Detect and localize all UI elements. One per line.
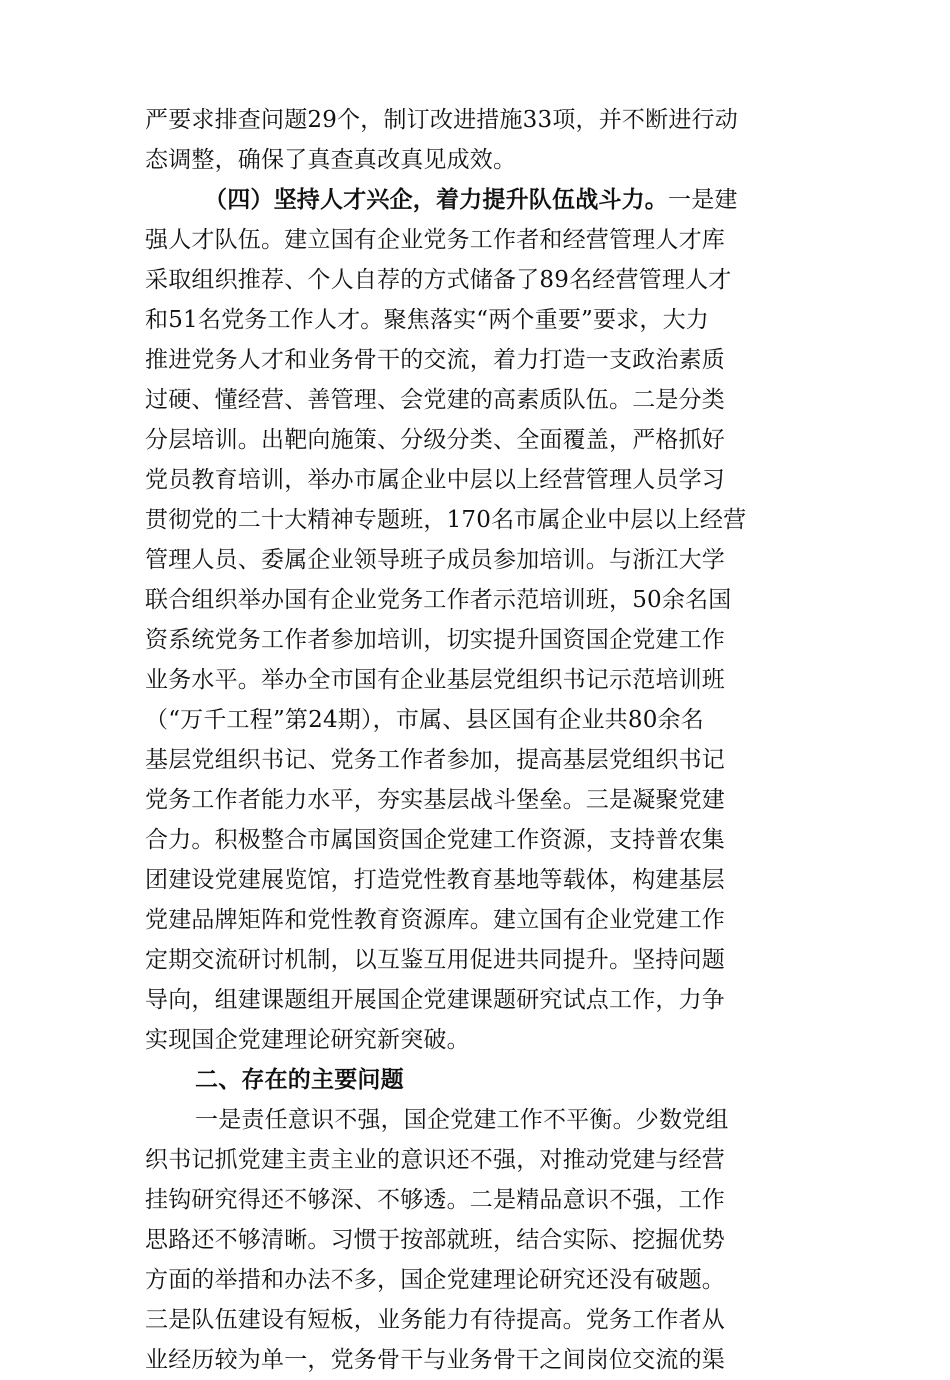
body-line: 严要求排查问题29个，制订改进措施33项，并不断进行动: [145, 107, 738, 133]
body-line: 采取组织推荐、个人自荐的方式储备了89名经营管理人才: [145, 267, 732, 293]
body-line: 业经历较为单一，党务骨干与业务骨干之间岗位交流的渠: [145, 1347, 725, 1373]
body-line: 实现国企党建理论研究新突破。: [145, 1027, 470, 1053]
body-line: 业务水平。举办全市国有企业基层党组织书记示范培训班: [145, 667, 725, 693]
body-line: 强人才队伍。建立国有企业党务工作者和经营管理人才库: [145, 227, 725, 253]
body-line: 党务工作者能力水平，夯实基层战斗堡垒。三是凝聚党建: [145, 787, 725, 813]
body-line: 党建品牌矩阵和党性教育资源库。建立国有企业党建工作: [145, 907, 725, 933]
body-line: 分层培训。出靶向施策、分级分类、全面覆盖，严格抓好: [145, 427, 725, 453]
body-line: （“万千工程”第24期），市属、县区国有企业共80余名: [145, 707, 704, 733]
body-line: 思路还不够清晰。习惯于按部就班，结合实际、挖掘优势: [145, 1227, 725, 1253]
body-line: 挂钩研究得还不够深、不够透。二是精品意识不强，工作: [145, 1187, 725, 1213]
body-line: 导向，组建课题组开展国企党建课题研究试点工作，力争: [145, 987, 725, 1013]
body-line: 合力。积极整合市属国资国企党建工作资源，支持普农集: [145, 827, 725, 853]
section-four-line: （四）坚持人才兴企，着力提升队伍战斗力。一是建: [204, 186, 738, 213]
section-four-title: （四）坚持人才兴企，着力提升队伍战斗力。: [204, 186, 668, 213]
body-line: 方面的举措和办法不多，国企党建理论研究还没有破题。: [145, 1267, 725, 1293]
body-line: 党员教育培训，举办市属企业中层以上经营管理人员学习: [145, 467, 725, 493]
body-line: 三是队伍建设有短板，业务能力有待提高。党务工作者从: [145, 1307, 725, 1333]
body-line: 贯彻党的二十大精神专题班，170名市属企业中层以上经营: [145, 507, 747, 533]
body-line: 基层党组织书记、党务工作者参加，提高基层党组织书记: [145, 747, 725, 773]
body-line: 资系统党务工作者参加培训，切实提升国资国企党建工作: [145, 627, 725, 653]
body-line: 态调整，确保了真查真改真见成效。: [145, 147, 517, 173]
body-line: 联合组织举办国有企业党务工作者示范培训班，50余名国: [145, 587, 732, 613]
body-line: 和51名党务工作人才。聚焦落实“两个重要”要求，大力: [145, 307, 709, 333]
section-heading: 二、存在的主要问题: [195, 1067, 404, 1093]
body-line: 织书记抓党建主责主业的意识还不强，对推动党建与经营: [145, 1147, 725, 1173]
body-line: 团建设党建展览馆，打造党性教育基地等载体，构建基层: [145, 867, 725, 893]
body-line: 定期交流研讨机制，以互鉴互用促进共同提升。坚持问题: [145, 947, 725, 973]
body-line: 管理人员、委属企业领导班子成员参加培训。与浙江大学: [145, 547, 725, 573]
body-line: 推进党务人才和业务骨干的交流，着力打造一支政治素质: [145, 347, 725, 373]
body-line: 一是责任意识不强，国企党建工作不平衡。少数党组: [195, 1107, 729, 1133]
body-line: 过硬、懂经营、善管理、会党建的高素质队伍。二是分类: [145, 387, 725, 413]
